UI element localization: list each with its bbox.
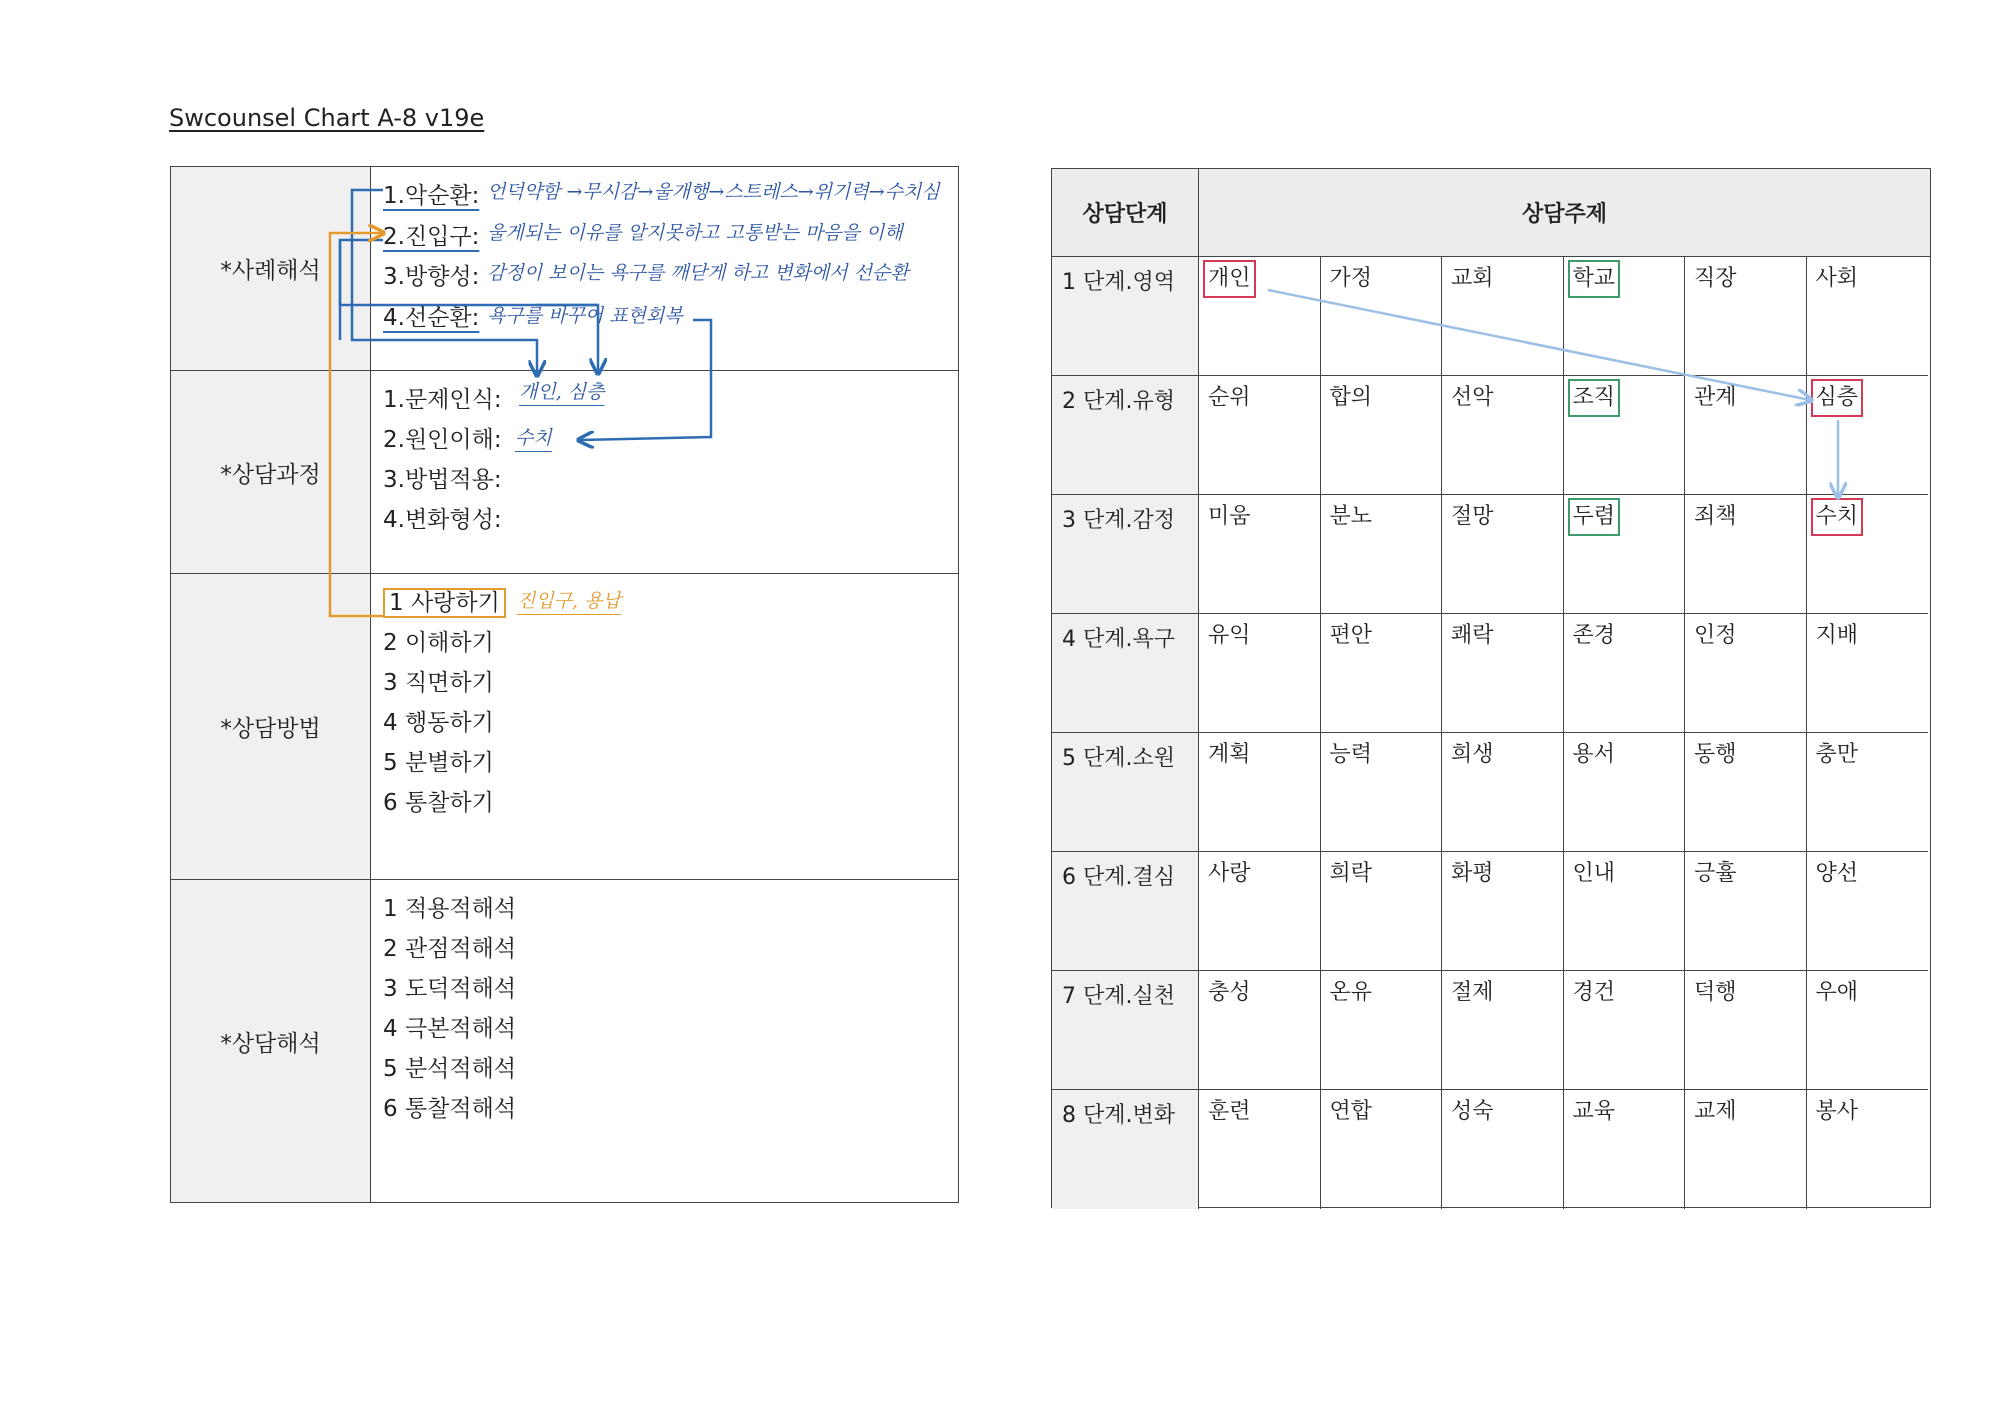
topic-cell <box>1807 971 1929 1090</box>
topic-word: 충만 <box>1815 742 1859 767</box>
topic-word: 인내 <box>1572 861 1616 886</box>
topic-word: 사회 <box>1815 266 1859 291</box>
list-item <box>383 588 621 618</box>
topic-cell <box>1807 852 1929 971</box>
topic-cell <box>1321 257 1443 376</box>
topic-word: 절제 <box>1451 980 1494 1005</box>
topic-cell <box>1685 614 1807 733</box>
list-item: 1 적용적해석 <box>383 896 517 922</box>
topic-cell <box>1807 1090 1929 1209</box>
topic-word: 충성 <box>1208 980 1251 1005</box>
list-item <box>383 505 502 535</box>
stage-label: 3 단계.감정 <box>1052 495 1199 614</box>
topic-cell <box>1321 852 1443 971</box>
item-label: 4.변화형성: <box>383 507 502 533</box>
topic-cell <box>1442 1090 1564 1209</box>
item-label: 4.선순환: <box>383 305 480 331</box>
topic-word: 성숙 <box>1451 1099 1494 1124</box>
topic-word: 학교 <box>1570 262 1619 296</box>
topic-cell <box>1321 971 1443 1090</box>
topic-word: 능력 <box>1329 742 1373 767</box>
list-item: 4 극본적해석 <box>383 1016 517 1042</box>
column-header-stage: 상담단계 <box>1052 169 1199 257</box>
case-analysis-table <box>170 166 959 1203</box>
topic-cell <box>1321 495 1443 614</box>
topic-word: 편안 <box>1329 623 1373 648</box>
topic-word: 절망 <box>1451 504 1494 529</box>
item-label: 2.진입구: <box>383 224 480 250</box>
topic-cell <box>1685 257 1807 376</box>
topic-word: 용서 <box>1572 742 1616 767</box>
topic-word: 희락 <box>1329 861 1373 886</box>
section-header: *상담해석 <box>171 880 371 1202</box>
topic-word: 가정 <box>1329 266 1373 291</box>
stage-label: 8 단계.변화 <box>1052 1090 1199 1209</box>
column-header-topic: 상담주제 <box>1199 169 1930 257</box>
topic-word: 합의 <box>1329 385 1373 410</box>
section-header: *상담과정 <box>171 371 371 573</box>
topic-word: 연합 <box>1329 1099 1373 1124</box>
topic-word: 양선 <box>1815 861 1859 886</box>
list-item <box>383 465 502 495</box>
item-label: 1.악순환: <box>383 183 480 209</box>
topic-cell <box>1442 376 1564 495</box>
topic-cell <box>1321 376 1443 495</box>
topic-word: 동행 <box>1694 742 1737 767</box>
topic-cell <box>1321 614 1443 733</box>
list-item: 4 행동하기 <box>383 710 494 736</box>
list-item: 5 분석적해석 <box>383 1056 517 1082</box>
topic-word: 계획 <box>1208 742 1251 767</box>
handwritten-note: 욕구를 바꾸어 표현회복 <box>487 305 683 327</box>
topic-cell <box>1442 614 1564 733</box>
handwritten-note: 울게되는 이유를 알지못하고 고통받는 마음을 이해 <box>487 222 903 244</box>
stage-label: 2 단계.유형 <box>1052 376 1199 495</box>
stage-label: 4 단계.욕구 <box>1052 614 1199 733</box>
topic-cell <box>1199 1090 1321 1209</box>
topic-word: 긍휼 <box>1694 861 1737 886</box>
list-item: 6 통찰적해석 <box>383 1096 517 1122</box>
list-item <box>383 303 683 333</box>
topic-word: 화평 <box>1451 861 1494 886</box>
topic-cell <box>1564 733 1686 852</box>
topic-cell <box>1685 733 1807 852</box>
topic-cell <box>1807 614 1929 733</box>
topic-word: 지배 <box>1815 623 1859 648</box>
topic-cell <box>1199 614 1321 733</box>
section-header: *사례해석 <box>171 167 371 370</box>
topic-word: 순위 <box>1208 385 1251 410</box>
counseling-stage-table <box>1051 168 1931 1208</box>
stage-label: 7 단계.실천 <box>1052 971 1199 1090</box>
topic-cell <box>1685 1090 1807 1209</box>
topic-cell <box>1321 733 1443 852</box>
topic-cell <box>1199 376 1321 495</box>
topic-cell <box>1321 1090 1443 1209</box>
topic-cell <box>1564 852 1686 971</box>
list-item <box>383 181 940 211</box>
topic-cell <box>1564 1090 1686 1209</box>
section-case-interpretation <box>171 167 958 371</box>
topic-word: 온유 <box>1329 980 1373 1005</box>
topic-cell <box>1564 971 1686 1090</box>
section-header: *상담방법 <box>171 574 371 879</box>
stage-label: 1 단계.영역 <box>1052 257 1199 376</box>
topic-cell <box>1199 971 1321 1090</box>
list-item <box>383 381 605 415</box>
topic-word: 관계 <box>1694 385 1737 410</box>
topic-word: 교회 <box>1451 266 1494 291</box>
item-label: 1.문제인식: <box>383 387 502 413</box>
topic-word: 죄책 <box>1694 504 1737 529</box>
topic-word: 교육 <box>1572 1099 1616 1124</box>
topic-word: 경건 <box>1572 980 1616 1005</box>
topic-cell <box>1807 376 1929 495</box>
handwritten-note: 수치 <box>515 427 552 449</box>
topic-word: 훈련 <box>1208 1099 1251 1124</box>
topic-word: 선악 <box>1451 385 1494 410</box>
topic-word: 미움 <box>1208 504 1251 529</box>
list-item: 3 직면하기 <box>383 670 494 696</box>
topic-word: 덕행 <box>1694 980 1737 1005</box>
topic-cell <box>1685 495 1807 614</box>
topic-cell <box>1807 733 1929 852</box>
topic-word: 희생 <box>1451 742 1494 767</box>
handwritten-note: 개인, 심층 <box>519 381 605 403</box>
handwritten-note: 감정이 보이는 욕구를 깨닫게 하고 변화에서 선순환 <box>487 262 909 284</box>
topic-cell <box>1199 733 1321 852</box>
topic-word: 유익 <box>1208 623 1251 648</box>
topic-cell <box>1442 733 1564 852</box>
list-item <box>383 425 552 455</box>
topic-cell <box>1564 376 1686 495</box>
topic-cell <box>1807 495 1929 614</box>
topic-word: 교제 <box>1694 1099 1737 1124</box>
stage-label: 5 단계.소원 <box>1052 733 1199 852</box>
section-counseling-method <box>171 574 958 880</box>
topic-cell <box>1442 257 1564 376</box>
topic-cell <box>1685 971 1807 1090</box>
topic-cell <box>1442 852 1564 971</box>
topic-word: 조직 <box>1570 381 1619 415</box>
topic-word: 두렴 <box>1570 500 1619 534</box>
document-title: Swcounsel Chart A-8 v19e <box>169 104 485 132</box>
topic-word: 개인 <box>1205 262 1254 296</box>
list-item: 3 도덕적해석 <box>383 976 517 1002</box>
list-item: 5 분별하기 <box>383 750 494 776</box>
topic-word: 인정 <box>1694 623 1737 648</box>
topic-word: 존경 <box>1572 623 1616 648</box>
list-item <box>383 222 903 252</box>
topic-cell <box>1685 376 1807 495</box>
topic-word: 쾌락 <box>1451 623 1494 648</box>
item-label: 3.방향성: <box>383 264 480 290</box>
topic-cell <box>1199 495 1321 614</box>
topic-cell <box>1564 614 1686 733</box>
topic-word: 봉사 <box>1815 1099 1859 1124</box>
list-item: 2 이해하기 <box>383 630 494 656</box>
topic-word: 사랑 <box>1208 861 1251 886</box>
topic-cell <box>1199 257 1321 376</box>
topic-word: 분노 <box>1329 504 1373 529</box>
item-label: 3.방법적용: <box>383 467 502 493</box>
topic-cell <box>1564 257 1686 376</box>
list-item <box>383 262 909 292</box>
topic-word: 수치 <box>1813 500 1862 534</box>
topic-word: 심층 <box>1813 381 1862 415</box>
topic-cell <box>1564 495 1686 614</box>
section-counseling-interpretation <box>171 880 958 1202</box>
topic-cell <box>1199 852 1321 971</box>
section-counseling-process <box>171 371 958 574</box>
stage-label: 6 단계.결심 <box>1052 852 1199 971</box>
item-label: 1 사랑하기 <box>383 588 506 618</box>
topic-cell <box>1807 257 1929 376</box>
topic-cell <box>1685 852 1807 971</box>
handwritten-note: 진입구, 용납 <box>517 590 621 612</box>
topic-cell <box>1442 971 1564 1090</box>
topic-cell <box>1442 495 1564 614</box>
handwritten-note: 언덕약함 →무시감→울개행→스트레스→위기력→수치심 <box>487 181 940 203</box>
list-item: 2 관점적해석 <box>383 936 517 962</box>
item-label: 2.원인이해: <box>383 427 502 453</box>
list-item: 6 통찰하기 <box>383 790 494 816</box>
topic-word: 우애 <box>1815 980 1859 1005</box>
topic-word: 직장 <box>1694 266 1737 291</box>
